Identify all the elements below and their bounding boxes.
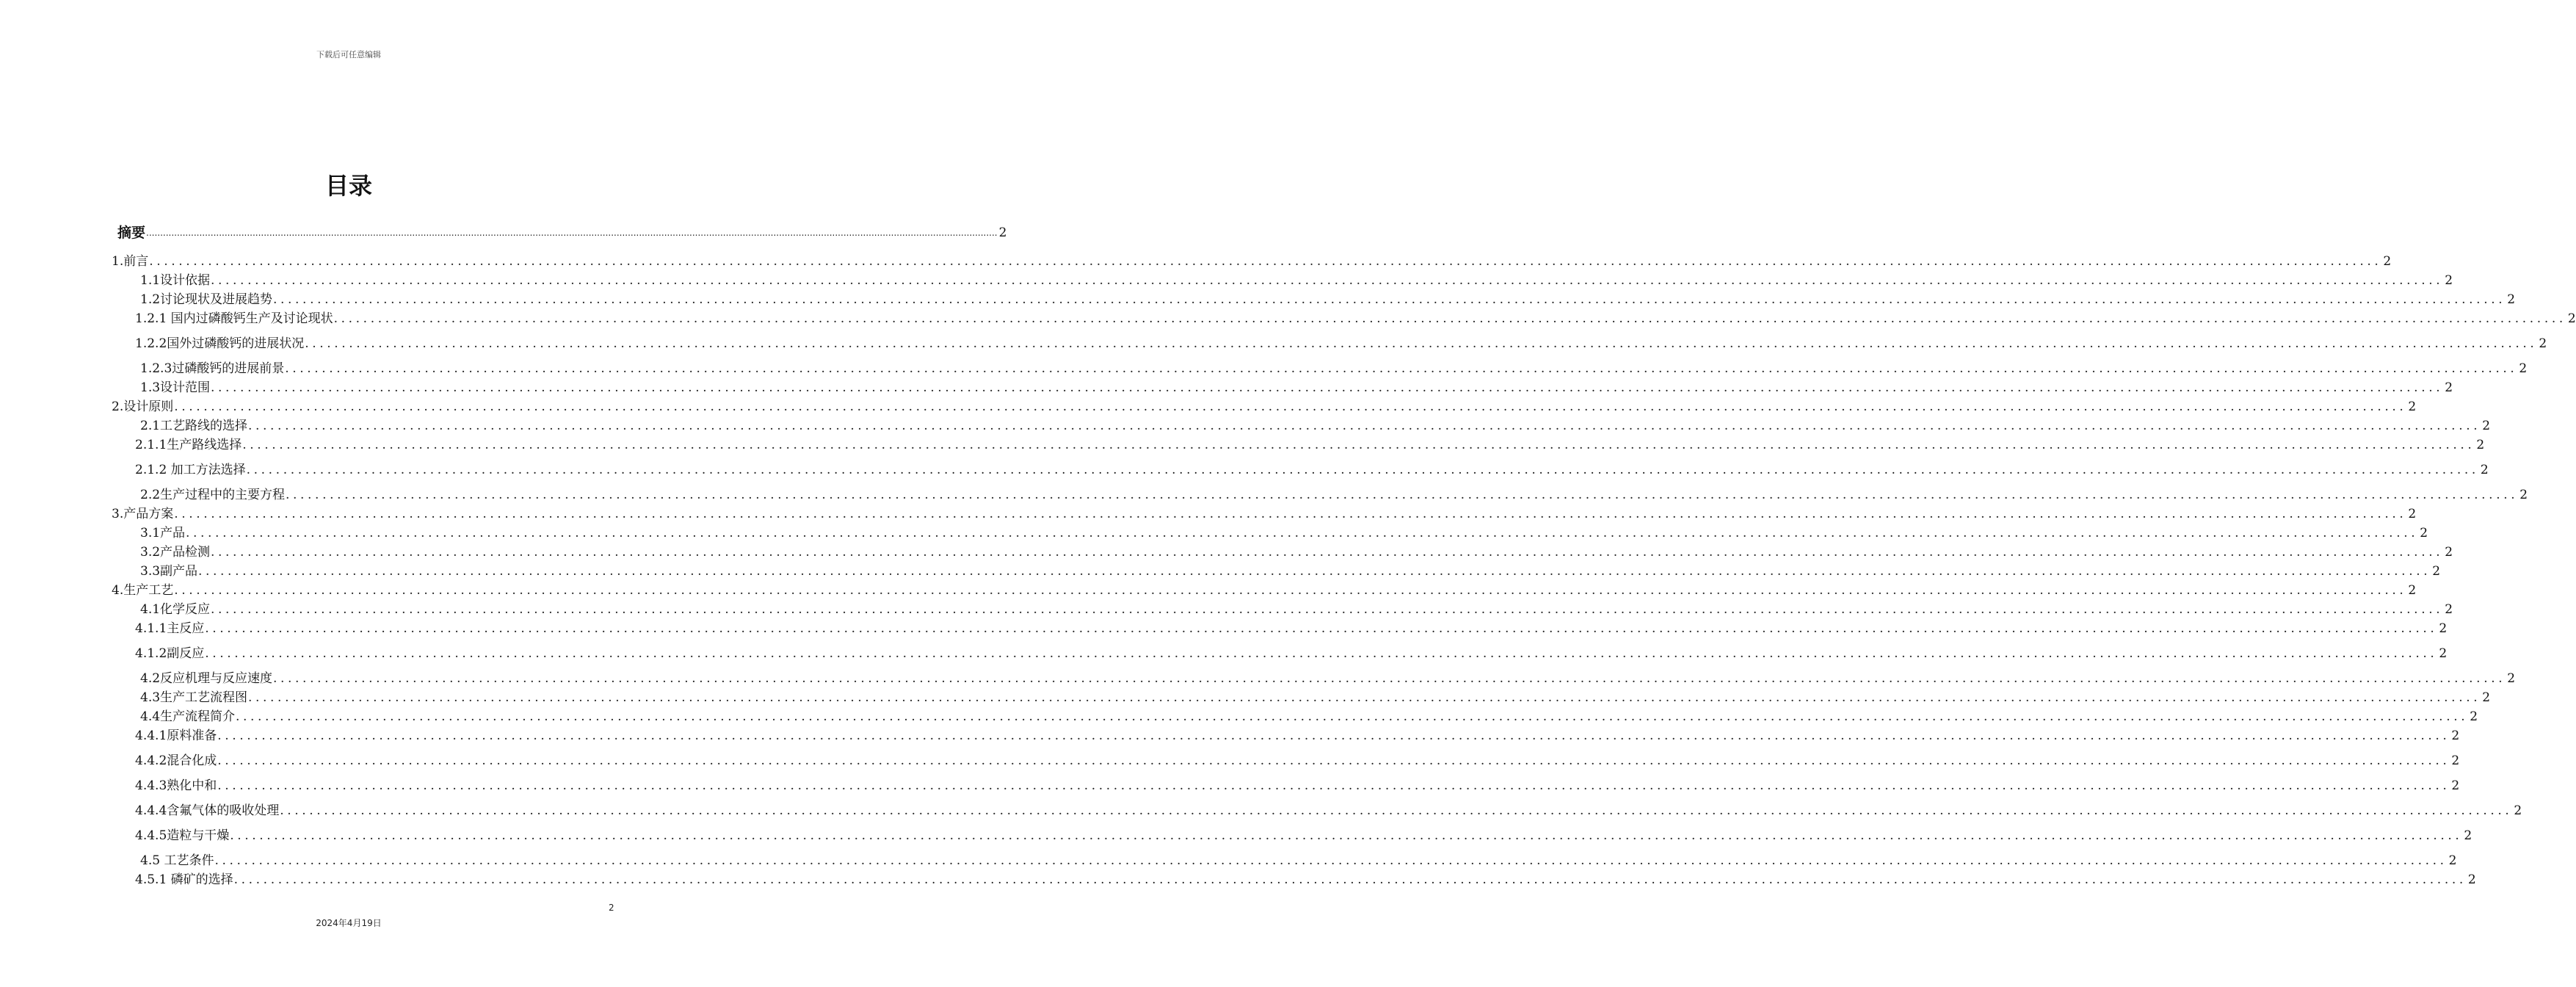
toc-leader-dots: ................................................................................................................................................................................................................................................................................................................: [217, 778, 2450, 793]
toc-entry[interactable]: [135, 825, 2472, 843]
toc-entry[interactable]: [135, 618, 2448, 636]
toc-entry-label: 摘要: [117, 225, 146, 241]
toc-entry-label: 2.1.2 加工方法选择: [135, 463, 246, 477]
toc-entry[interactable]: [140, 523, 2428, 540]
toc-entry[interactable]: [135, 308, 2576, 326]
toc-page-number: 2: [2448, 853, 2457, 868]
toc-page-number: 2: [2567, 311, 2576, 326]
toc-entry[interactable]: [112, 251, 2392, 269]
page-number: 2: [609, 903, 614, 913]
toc-leader-dots: ................................................................................................................................................................................................................................................................................................................: [149, 254, 2382, 269]
toc-leader-dots: ................................................................................................................................................................................................................................................................................................................: [242, 438, 2475, 452]
toc-entry-label: 4.4.5造粒与干燥: [135, 828, 230, 843]
toc-page-number: 2: [2539, 336, 2547, 351]
toc-entry-label: 1.2讨论现状及进展趋势: [140, 292, 273, 307]
toc-entry-label: 1.2.2国外过磷酸钙的进展状况: [135, 336, 305, 351]
toc-page-number: 2: [2432, 564, 2441, 579]
toc-entry-label: 4.3生产工艺流程图: [140, 690, 248, 705]
toc-page-number: 2: [2451, 728, 2460, 743]
toc-entry[interactable]: [135, 800, 2522, 818]
toc-page-number: 2: [2439, 646, 2448, 661]
toc-leader-dots: ................................................................................................................................................................................................................................................................................................................: [217, 728, 2450, 743]
toc-entry-label: 2.设计原则: [112, 400, 174, 414]
toc-entry[interactable]: [140, 668, 2516, 686]
toc-leader-dots: ................................................................................................................................................................................................................................................................................................................: [280, 803, 2513, 818]
toc-leader-dots: ................................................................................................................................................................................................................................................................................................................: [248, 690, 2481, 705]
toc-leader-dots: ................................................................................................................................................................................................................................................................................................................: [205, 621, 2438, 636]
toc-entry[interactable]: [140, 270, 2453, 288]
toc-page-number: 2: [2445, 602, 2453, 617]
page-title: 目录: [324, 172, 372, 200]
toc-page-number: 2: [2467, 872, 2476, 887]
toc-leader-dots: ................................................................................................................................................................................................................................................................................................................: [273, 292, 2506, 307]
toc-entry[interactable]: [140, 289, 2516, 307]
toc-page-number: 2: [2507, 671, 2516, 686]
toc-page-number: 2: [2519, 361, 2528, 376]
toc-entry-abstract[interactable]: [117, 223, 1007, 241]
toc-entry[interactable]: [112, 397, 2417, 414]
toc-leader-dots: ................................................................................................................................................................................................................................................................................................................: [174, 400, 2407, 414]
toc-leader-dots: ................................................................................................................................................................................................................................................................................................................: [230, 828, 2463, 843]
toc-entry-label: 4.1.1主反应: [135, 621, 205, 636]
toc-entry[interactable]: [135, 435, 2485, 452]
toc-page-number: 2: [2408, 507, 2417, 521]
toc-entry-label: 2.1工艺路线的选择: [140, 419, 248, 433]
toc-leader-dots: ................................................................................................................................................................................................................................................................................................................: [285, 361, 2518, 376]
toc-page-number: 2: [2480, 463, 2489, 477]
toc-entry[interactable]: [112, 580, 2417, 598]
toc-entry[interactable]: [140, 542, 2453, 560]
toc-entry[interactable]: [140, 850, 2457, 868]
toc-page-number: 2: [998, 225, 1007, 240]
toc-entry-label: 4.5 工艺条件: [140, 853, 214, 868]
toc-page-number: 2: [2445, 380, 2453, 395]
toc-entry-label: 3.产品方案: [112, 507, 174, 521]
toc-entry-label: 1.2.1 国内过磷酸钙生产及讨论现状: [135, 311, 333, 326]
toc-leader-dots: ................................................................................................................................................................................................................................................................................................................: [233, 872, 2467, 887]
toc-leader-dots: ................................................................................................................................................................................................................................................................................................................: [217, 753, 2450, 768]
toc-leader-dots: ................................................................................................................................................................................................................................................................................................................: [174, 583, 2407, 598]
toc-entry[interactable]: [140, 485, 2528, 502]
toc-entry[interactable]: [140, 561, 2441, 579]
toc-leader-dots: ................................................................................................................................................................................................................................................................................................................: [198, 564, 2431, 579]
toc-leader-dots: ................................................................................................................................................................................................................................................................................................................: [146, 228, 998, 238]
toc-page-number: 2: [2482, 690, 2491, 705]
toc-page-number: 2: [2408, 400, 2417, 414]
toc-entry[interactable]: [135, 726, 2460, 743]
toc-entry[interactable]: [135, 643, 2448, 661]
toc-page-number: 2: [2420, 526, 2428, 540]
page-header: 下载后可任意编辑: [316, 50, 381, 59]
toc-leader-dots: ................................................................................................................................................................................................................................................................................................................: [205, 646, 2438, 661]
toc-leader-dots: ................................................................................................................................................................................................................................................................................................................: [214, 853, 2448, 868]
toc-entry-label: 4.1化学反应: [140, 602, 211, 617]
toc-entry[interactable]: [140, 687, 2491, 705]
toc-page-number: 2: [2408, 583, 2417, 598]
toc-entry-label: 1.1设计依据: [140, 273, 211, 288]
toc-page-number: 2: [2451, 753, 2460, 768]
toc-entry[interactable]: [140, 358, 2528, 376]
toc-page-number: 2: [2519, 488, 2528, 502]
toc-entry-label: 3.3副产品: [140, 564, 198, 579]
toc-entry[interactable]: [140, 416, 2491, 433]
toc-leader-dots: ................................................................................................................................................................................................................................................................................................................: [174, 507, 2407, 521]
toc-leader-dots: ................................................................................................................................................................................................................................................................................................................: [246, 463, 2479, 477]
toc-page-number: 2: [2445, 545, 2453, 560]
toc-leader-dots: ................................................................................................................................................................................................................................................................................................................: [305, 336, 2538, 351]
toc-entry-label: 3.2产品检测: [140, 545, 211, 560]
toc-leader-dots: ................................................................................................................................................................................................................................................................................................................: [186, 526, 2419, 540]
toc-page-number: 2: [2464, 828, 2472, 843]
toc-entry-label: 1.2.3过磷酸钙的进展前景: [140, 361, 285, 376]
toc-entry-label: 3.1产品: [140, 526, 186, 540]
toc-entry[interactable]: [135, 460, 2489, 477]
toc-entry-label: 4.生产工艺: [112, 583, 174, 598]
toc-page-number: 2: [2514, 803, 2522, 818]
toc-entry-label: 2.1.1生产路线选择: [135, 438, 242, 452]
toc-leader-dots: ................................................................................................................................................................................................................................................................................................................: [211, 602, 2444, 617]
toc-page-number: 2: [2451, 778, 2460, 793]
toc-leader-dots: ................................................................................................................................................................................................................................................................................................................: [211, 380, 2444, 395]
toc-leader-dots: ................................................................................................................................................................................................................................................................................................................: [333, 311, 2566, 326]
toc-entry[interactable]: [140, 706, 2478, 724]
toc-entry-label: 4.4.2混合化成: [135, 753, 217, 768]
toc-leader-dots: ................................................................................................................................................................................................................................................................................................................: [211, 273, 2444, 288]
toc-page-number: 2: [2470, 709, 2478, 724]
toc-entry-label: 4.4.4含氟气体的吸收处理: [135, 803, 280, 818]
toc-page-number: 2: [2476, 438, 2485, 452]
toc-entry-label: 2.2生产过程中的主要方程: [140, 488, 286, 502]
toc-entry-label: 4.4生产流程简介: [140, 709, 236, 724]
toc-entry[interactable]: [140, 377, 2453, 395]
toc-leader-dots: ................................................................................................................................................................................................................................................................................................................: [248, 419, 2481, 433]
toc-entry[interactable]: [135, 776, 2460, 793]
toc-page-number: 2: [2507, 292, 2516, 307]
toc-entry[interactable]: [135, 333, 2547, 351]
toc-entry-label: 4.4.1原料准备: [135, 728, 217, 743]
toc-entry[interactable]: [112, 504, 2417, 521]
toc-entry-label: 1.前言: [112, 254, 149, 269]
toc-entry-label: 4.5.1 磷矿的选择: [135, 872, 233, 887]
toc-entry[interactable]: [135, 751, 2460, 768]
toc-entry-label: 4.4.3熟化中和: [135, 778, 217, 793]
toc-entry-label: 4.1.2副反应: [135, 646, 205, 661]
toc-entry[interactable]: [135, 870, 2476, 887]
toc-page-number: 2: [2383, 254, 2392, 269]
toc-page-number: 2: [2445, 273, 2453, 288]
toc-page-number: 2: [2482, 419, 2491, 433]
toc-leader-dots: ................................................................................................................................................................................................................................................................................................................: [236, 709, 2469, 724]
toc-entry-label: 1.3设计范围: [140, 380, 211, 395]
toc-leader-dots: ................................................................................................................................................................................................................................................................................................................: [211, 545, 2444, 560]
toc-leader-dots: ................................................................................................................................................................................................................................................................................................................: [273, 671, 2506, 686]
footer-date: 2024年4月19日: [316, 918, 382, 928]
toc-page-number: 2: [2439, 621, 2448, 636]
toc-entry[interactable]: [140, 599, 2453, 617]
toc-entry-label: 4.2反应机理与反应速度: [140, 671, 273, 686]
toc-leader-dots: ................................................................................................................................................................................................................................................................................................................: [286, 488, 2519, 502]
